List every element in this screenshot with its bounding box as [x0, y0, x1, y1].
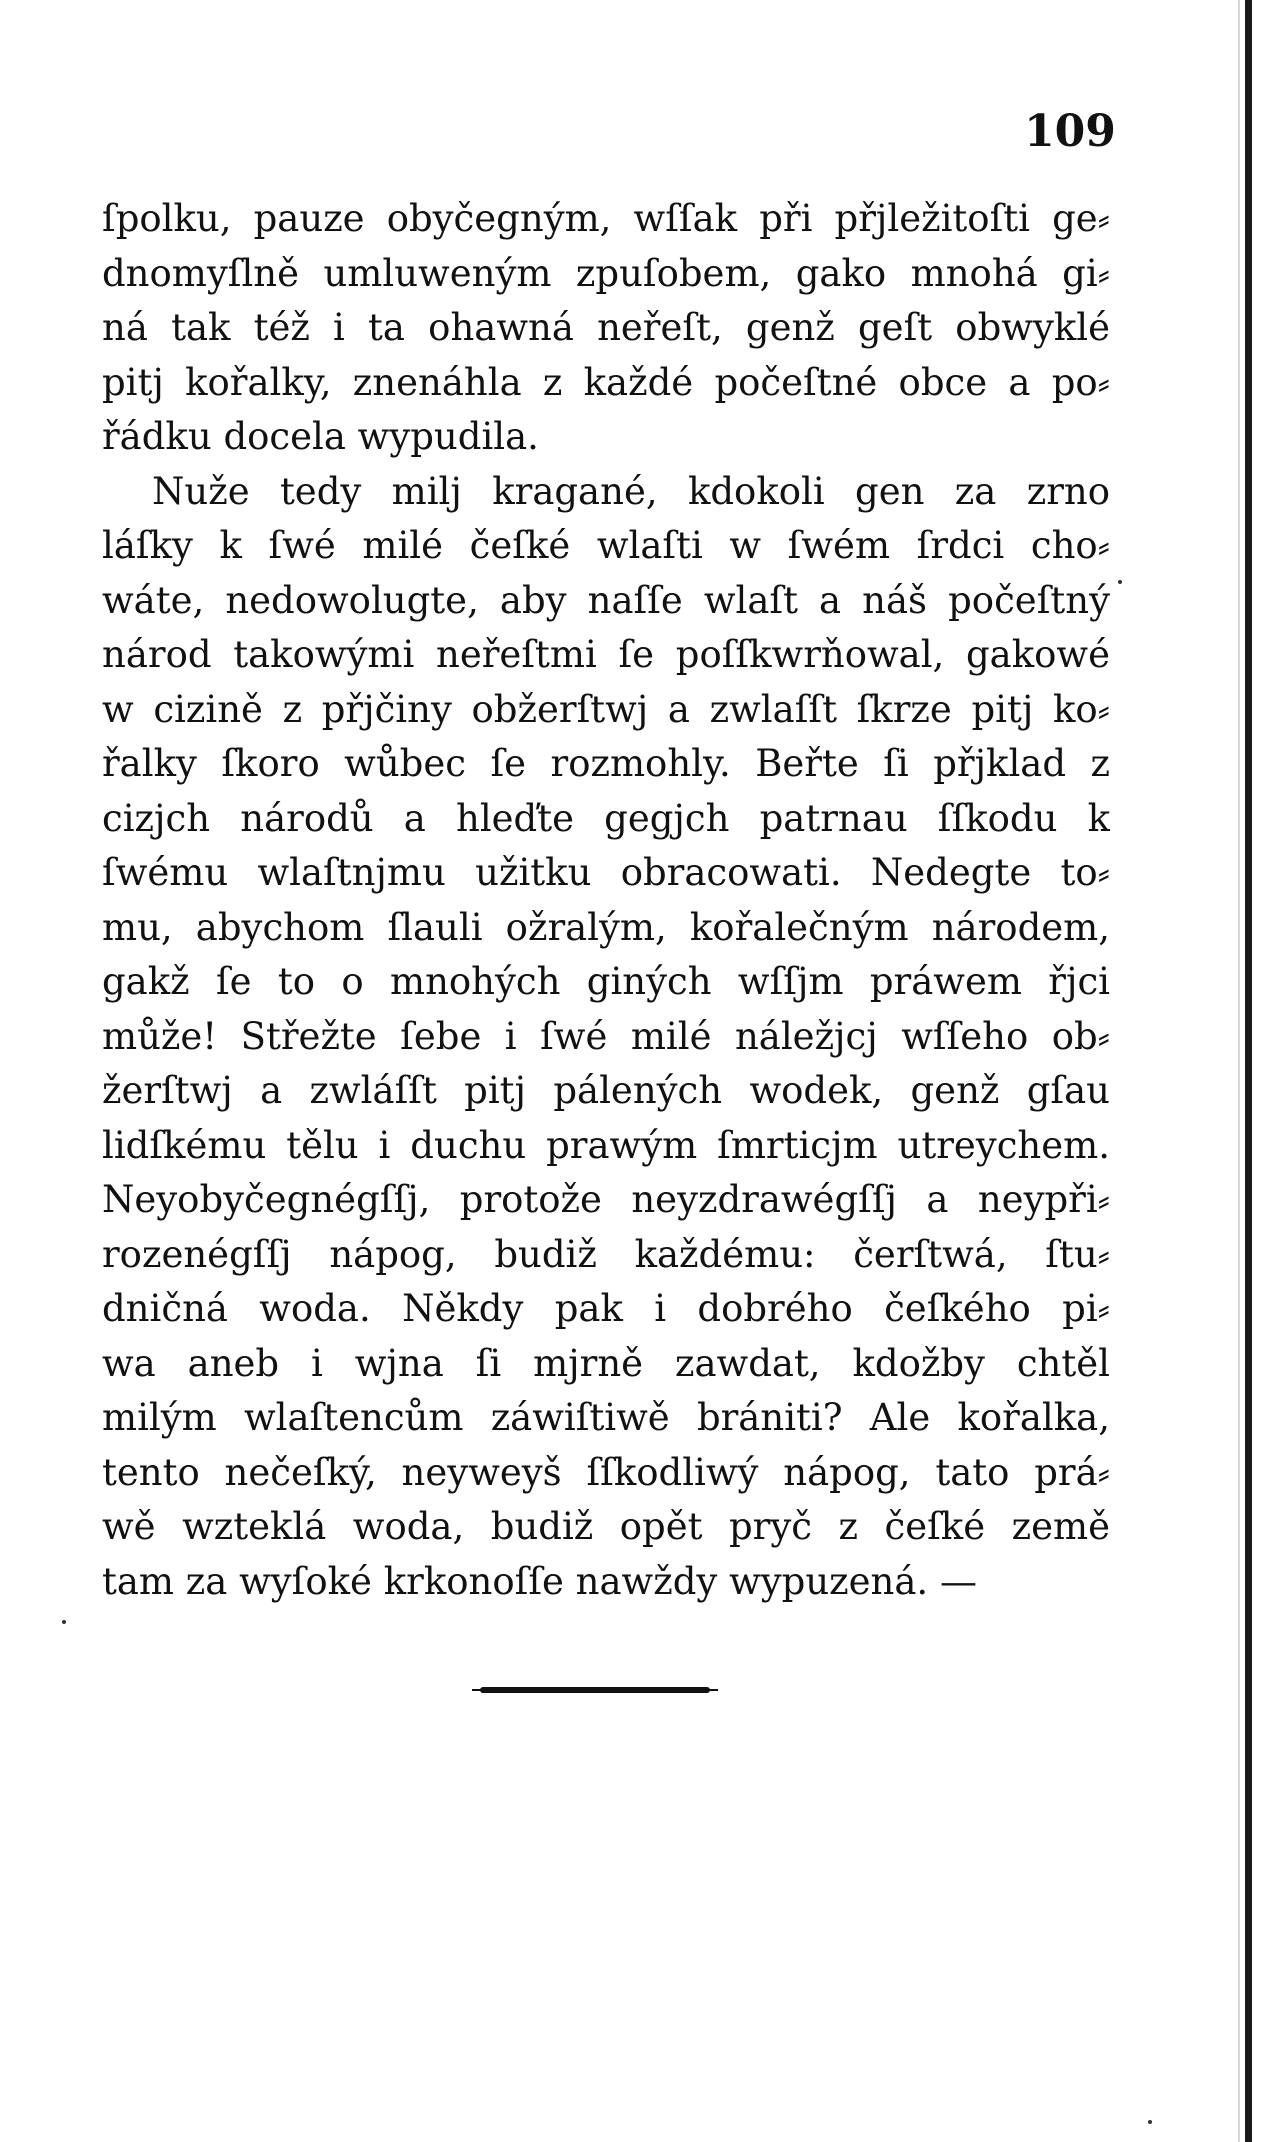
- text-line: pitj kořalky, znenáhla z každé počeſtné obce a po⸗: [102, 360, 1110, 404]
- text-line: řalky ſkoro wůbec ſe rozmohly. Beřte ſi přjklad z: [102, 742, 1110, 785]
- text-line: řádku docela wypudila.: [102, 415, 539, 458]
- text-line: dničná woda. Někdy pak i dobrého čeſkého pi⸗: [102, 1287, 1110, 1330]
- text-line: ſpolku, pauze obyčegným, wſſak při přjležitoſti ge⸗: [102, 197, 1110, 240]
- text-line: láſky k ſwé milé čeſké wlaſti w ſwém ſrdci cho⸗: [102, 524, 1110, 567]
- paper-speck: [1118, 580, 1122, 584]
- text-line: wáte, nedowolugte, aby naſſe wlaſt a náš počeſtný: [102, 578, 1110, 622]
- text-line: ná tak též i ta ohawná neřeſt, genž geſt obwyklé: [102, 306, 1110, 349]
- text-line: žerſtwj a zwláſſt pitj pálených wodek, genž gſau: [102, 1069, 1110, 1112]
- section-divider-rule: [480, 1687, 710, 1693]
- text-line: národ takowými neřeſtmi ſe poſſkwrňowal, gakowé: [102, 633, 1110, 676]
- text-line: w cizině z přjčiny obžerſtwj a zwlaſſt ſkrze pitj ko⸗: [102, 687, 1110, 731]
- body-text: [102, 192, 1110, 1609]
- text-line: mu, abychom ſlauli ožralým, kořalečným národem,: [102, 905, 1110, 949]
- page-number: 109: [1024, 106, 1116, 157]
- text-line: cizjch národů a hleďte gegjch patrnau ſſkodu k: [102, 796, 1110, 840]
- text-line: wě wzteklá woda, budiž opět pryč z čeſké země: [102, 1505, 1110, 1548]
- text-line: tento nečeſký, neyweyš ſſkodliwý nápog, tato prá⸗: [102, 1450, 1110, 1494]
- text-line: milým wlaſtencům záwiſtiwě brániti? Ale kořalka,: [102, 1396, 1110, 1439]
- text-line: wa aneb i wjna ſi mjrně zawdat, kdožby chtěl: [102, 1341, 1110, 1385]
- page-edge-shadow: [1238, 0, 1240, 2142]
- page-edge-border: [1245, 0, 1252, 2142]
- text-line: dnomyſlně umluweným zpuſobem, gako mnohá gi⸗: [102, 251, 1110, 295]
- text-line: rozenégſſj nápog, budiž každému: čerſtwá, ſtu⸗: [102, 1232, 1110, 1276]
- paragraph-start-line: Nuže tedy milj kragané, kdokoli gen za zrno: [152, 469, 1110, 513]
- text-line: může! Střežte ſebe i ſwé milé náležjcj wſſeho ob⸗: [102, 1014, 1110, 1058]
- paper-speck: [1148, 2120, 1152, 2124]
- paper-speck: [62, 1620, 66, 1624]
- text-line: Neyobyčegnégſſj, protože neyzdrawégſſj a neypři⸗: [102, 1178, 1110, 1221]
- text-line: gakž ſe to o mnohých giných wſſjm práwem řjci: [102, 960, 1110, 1003]
- text-line: ſwému wlaſtnjmu užitku obracowati. Nedegte to⸗: [102, 851, 1110, 894]
- text-line: tam za wyſoké krkonoſſe nawždy wypuzená. —: [102, 1559, 977, 1603]
- text-line: lidſkému tělu i duchu prawým ſmrticjm utreychem.: [102, 1123, 1110, 1167]
